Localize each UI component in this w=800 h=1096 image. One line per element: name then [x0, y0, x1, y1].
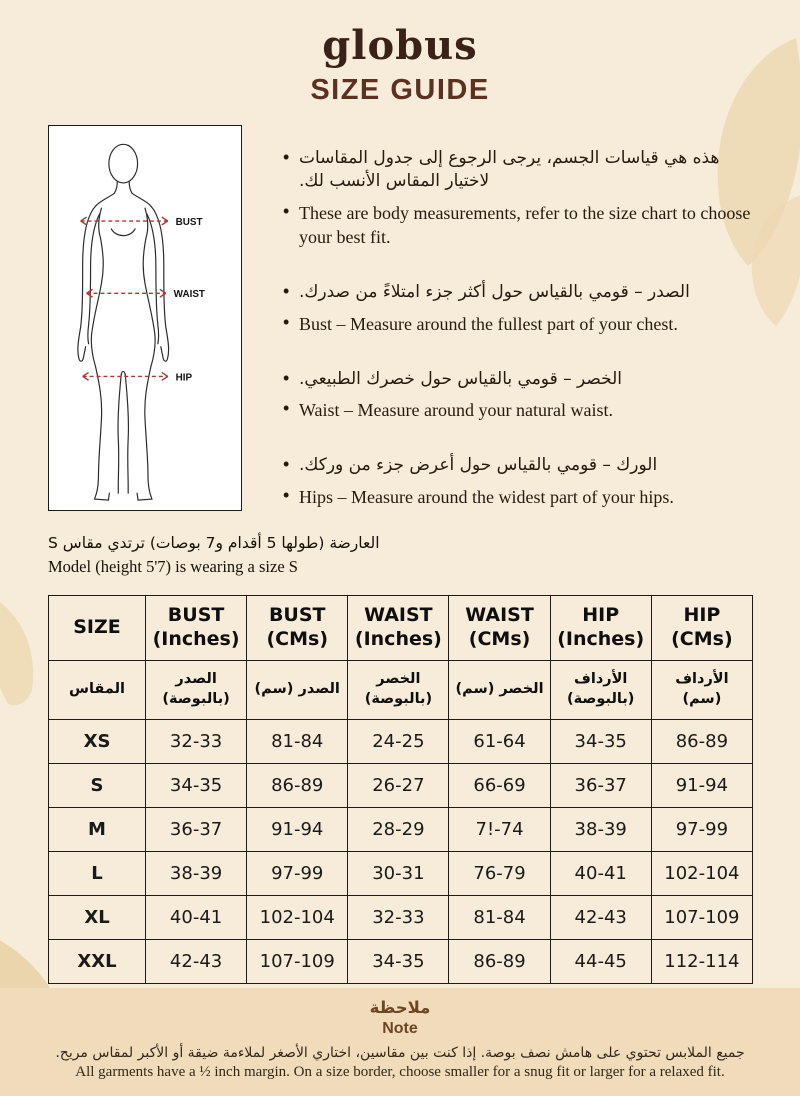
bust-label: BUST: [175, 216, 203, 228]
table-header-row-english-cell: BUST (Inches): [146, 596, 247, 661]
table-row-cell: 81-84: [449, 896, 550, 940]
table-header-row-english-cell: HIP (CMs): [651, 596, 752, 661]
table-row-cell: 24-25: [348, 720, 449, 764]
body-figure-box: [48, 125, 242, 511]
brand-logo: globus: [322, 22, 478, 69]
table-header-row-english-cell: SIZE: [49, 596, 146, 661]
table-row-cell: 7!-74: [449, 808, 550, 852]
table-row: [49, 940, 753, 984]
table-header-row-arabic-cell: الأرداف (بالبوصة): [550, 661, 651, 720]
table-header-row-arabic-cell: الصدر (بالبوصة): [146, 661, 247, 720]
table-header-row-english-cell: BUST (CMs): [247, 596, 348, 661]
table-row-cell: 40-41: [146, 896, 247, 940]
instruction-english: [283, 312, 763, 336]
table-row-cell: 86-89: [247, 764, 348, 808]
table-row-cell: XL: [49, 896, 146, 940]
table-row-cell: 40-41: [550, 852, 651, 896]
table-row-cell: 66-69: [449, 764, 550, 808]
instruction-group-bust: [283, 281, 763, 336]
table-row-cell: 32-33: [348, 896, 449, 940]
model-note-english: Model (height 5'7) is wearing a size S: [48, 557, 298, 577]
note-body-arabic: جميع الملابس تحتوي على هامش نصف بوصة. إذا كنت بين مقاسين، اختاري الأصغر لملاءمة ضيقة أو الأكبر لمقاس مريح.: [55, 1045, 745, 1061]
table-row: [49, 896, 753, 940]
table-row-cell: 86-89: [449, 940, 550, 984]
table-row-cell: 30-31: [348, 852, 449, 896]
table-row-cell: 42-43: [146, 940, 247, 984]
instruction-arabic: [283, 368, 763, 391]
table-row: [49, 808, 753, 852]
table-row-cell: 107-109: [247, 940, 348, 984]
instruction-text-en: • Hips – Measure around the widest part of your hips.: [299, 486, 674, 507]
table-row-cell: 91-94: [247, 808, 348, 852]
instruction-text-ar: • الخصر – قومي بالقياس حول خصرك الطبيعي.: [299, 368, 623, 389]
table-row-cell: 34-35: [348, 940, 449, 984]
table-header-row-arabic-cell: الخصر (بالبوصة): [348, 661, 449, 720]
table-row-cell: 91-94: [651, 764, 752, 808]
table-header-row-english-cell: WAIST (CMs): [449, 596, 550, 661]
table-header-row-english-cell: WAIST (Inches): [348, 596, 449, 661]
table-row-cell: 36-37: [146, 808, 247, 852]
table-header-row-english-cell: HIP (Inches): [550, 596, 651, 661]
table-row-cell: 112-114: [651, 940, 752, 984]
table-row: [49, 852, 753, 896]
table-header-row-arabic-cell: الصدر (سم): [247, 661, 348, 720]
table-row-cell: 102-104: [247, 896, 348, 940]
instruction-text-ar: • هذه هي قياسات الجسم، يرجى الرجوع إلى جدول المقاسات لاختيار المقاس الأنسب لك.: [299, 148, 720, 192]
model-note-arabic: العارضة (طولها 5 أقدام و7 بوصات) ترتدي مقاس S: [48, 534, 380, 552]
instruction-english: [283, 398, 763, 422]
table-row-cell: 38-39: [550, 808, 651, 852]
instruction-english: [283, 485, 763, 509]
table-row-cell: 28-29: [348, 808, 449, 852]
table-row-cell: 102-104: [651, 852, 752, 896]
waist-label: WAIST: [173, 289, 205, 301]
table-row-cell: 34-35: [550, 720, 651, 764]
table-header-row-arabic-cell: الأرداف (سم): [651, 661, 752, 720]
table-row-cell: 32-33: [146, 720, 247, 764]
table-row-cell: M: [49, 808, 146, 852]
table-row-cell: 61-64: [449, 720, 550, 764]
size-table: [48, 595, 753, 984]
instruction-arabic: [283, 281, 763, 304]
note-body-english: All garments have a ½ inch margin. On a size border, choose smaller for a snug fit or larger for a relaxed fit.: [75, 1064, 725, 1080]
instruction-group-hips: [283, 454, 763, 509]
instruction-text-ar: • الورك – قومي بالقياس حول أعرض جزء من وركك.: [299, 455, 658, 476]
instruction-text-en: • Bust – Measure around the fullest part of your chest.: [299, 313, 678, 334]
instruction-text-ar: • الصدر – قومي بالقياس حول أكثر جزء امتلاءً من صدرك.: [299, 282, 690, 303]
table-row-cell: 42-43: [550, 896, 651, 940]
instruction-group-intro: [283, 147, 763, 249]
instruction-arabic: [283, 147, 763, 194]
body-figure-illustration: [49, 126, 241, 510]
table-row-cell: 38-39: [146, 852, 247, 896]
table-header-row-arabic: [49, 661, 753, 720]
table-row: [49, 764, 753, 808]
table-row-cell: 81-84: [247, 720, 348, 764]
instruction-group-waist: [283, 368, 763, 423]
size-table-wrap: [48, 595, 753, 984]
table-row-cell: L: [49, 852, 146, 896]
table-row-cell: 34-35: [146, 764, 247, 808]
table-row: [49, 720, 753, 764]
table-row-cell: 36-37: [550, 764, 651, 808]
model-note: [48, 532, 648, 580]
instruction-arabic: [283, 454, 763, 477]
page-title: SIZE GUIDE: [310, 74, 490, 106]
table-row-cell: 97-99: [247, 852, 348, 896]
table-row-cell: 107-109: [651, 896, 752, 940]
hip-label: HIP: [175, 372, 193, 384]
note-band: [0, 988, 800, 1096]
instruction-text-en: • Waist – Measure around your natural waist.: [299, 400, 613, 421]
note-title-arabic: ملاحظة: [369, 998, 431, 1017]
table-row-cell: 76-79: [449, 852, 550, 896]
table-header-row-arabic-cell: الخصر (سم): [449, 661, 550, 720]
table-row-cell: XXL: [49, 940, 146, 984]
instruction-text-en: • These are body measurements, refer to the size chart to choose your best fit.: [299, 202, 751, 248]
table-header-row-arabic-cell: المقاس: [49, 661, 146, 720]
instruction-english: [283, 201, 763, 249]
table-row-cell: S: [49, 764, 146, 808]
table-row-cell: 86-89: [651, 720, 752, 764]
note-title-english: Note: [382, 1020, 418, 1037]
table-row-cell: XS: [49, 720, 146, 764]
table-row-cell: 97-99: [651, 808, 752, 852]
table-row-cell: 26-27: [348, 764, 449, 808]
table-header-row-english: [49, 596, 753, 661]
table-row-cell: 44-45: [550, 940, 651, 984]
instructions-list: [283, 147, 763, 541]
